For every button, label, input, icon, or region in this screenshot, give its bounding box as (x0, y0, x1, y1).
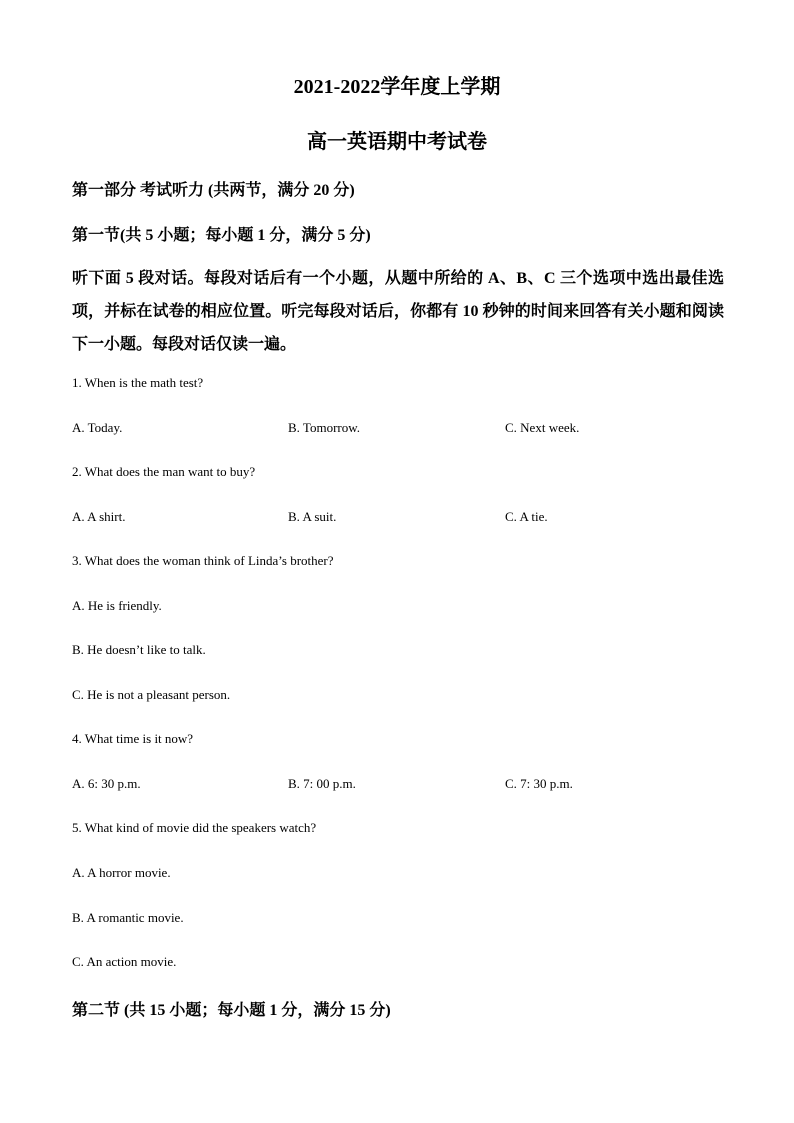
question-4-option-a: A. 6: 30 p.m. (72, 776, 141, 791)
question-2-option-c: C. A tie. (505, 509, 548, 524)
question-4: 4. What time is it now? (72, 731, 194, 746)
question-3-option-c: C. He is not a pleasant person. (72, 687, 231, 702)
question-2-option-b: B. A suit. (288, 509, 337, 524)
question-3-option-b: B. He doesn’t like to talk. (72, 642, 206, 657)
question-5-option-a: A. A horror movie. (72, 865, 171, 880)
question-1: 1. When is the math test? (72, 375, 204, 390)
question-5-option-b: B. A romantic movie. (72, 910, 184, 925)
question-5-option-c: C. An action movie. (72, 954, 177, 969)
exam-subject-title: 高一英语期中考试卷 (307, 131, 487, 153)
question-3-option-a: A. He is friendly. (72, 598, 162, 613)
question-4-option-b: B. 7: 00 p.m. (288, 776, 356, 791)
question-3: 3. What does the woman think of Linda’s brother? (72, 553, 334, 568)
question-2-option-a: A. A shirt. (72, 509, 126, 524)
question-1-option-a: A. Today. (72, 420, 123, 435)
part1-heading: 第一部分 考试听力 (共两节，满分 20 分) (72, 182, 355, 199)
section2-heading: 第二节 (共 15 小题；每小题 1 分，满分 15 分) (72, 1002, 391, 1019)
question-2: 2. What does the man want to buy? (72, 464, 256, 479)
listening-instructions: 听下面 5 段对话。每段对话后有一个小题，从题中所给的 A、B、C 三个选项中选出最佳选项，并标在试卷的相应位置。听完每段对话后，你都有 10 秒钟的时间来回答有关小题和阅读下一小题。每段对话仅读一遍。 (72, 270, 724, 353)
question-5: 5. What kind of movie did the speakers watch? (72, 820, 317, 835)
question-1-option-b: B. Tomorrow. (288, 420, 361, 435)
question-1-option-c: C. Next week. (505, 420, 580, 435)
section1-heading: 第一节(共 5 小题；每小题 1 分，满分 5 分) (72, 227, 371, 244)
question-4-option-c: C. 7: 30 p.m. (505, 776, 573, 791)
exam-year-title: 2021-2022学年度上学期 (293, 76, 501, 98)
